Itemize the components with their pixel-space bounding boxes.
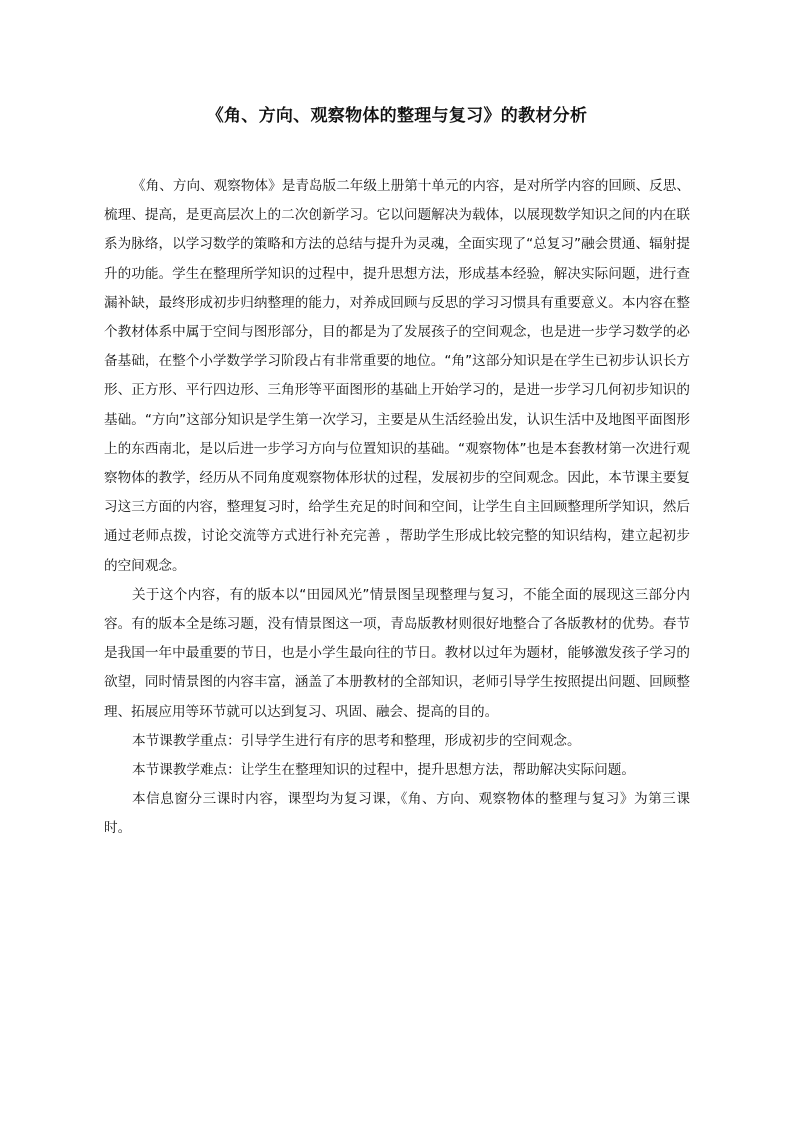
paragraph-4: 本节课教学难点：让学生在整理知识的过程中，提升思想方法，帮助解决实际问题。 [132,762,635,779]
document-title: 《角、方向、观察物体的整理与复习》的教材分析 [206,106,588,126]
paragraph-1: 《角、方向、观察物体》是青岛版二年级上册第十单元的内容，是对所学内容的回顾、反思、梳理、提高，是更高层次上的二次创新学习。它以问题解决为载体，以展现数学知识之间的内在联系为脉络，以学习数学的策略和方法的总结与提升为灵魂，全面实现了“总复习”融会贯通、辐射提升的功能。学生在整理所学知识的过程中，提升思想方法，形成基本经验，解决实际问题，进行查漏补缺，最终形成初步归纳整理的能力，对养成回顾与反思的学习习惯具有重要意义。本内容在整个教材体系中属于空间与图形部分，目的都是为了发展孩子的空间观念，也是进一步学习数学的必备基础，在整个小学数学学习阶段占有非常重要的地位。“角”这部分知识是在学生已初步认识长方形、正方形、平行四边形、三角形等平面图形的基础上开始学习的，是进一步学习几何初步知识的基础。“方向”这部分知识是学生第一次学习，主要是从生活经验出发，认识生活中及地图平面图形上的东西南北，是以后进一步学习方向与位置知识的基础。“观察物体”也是本套教材第一次进行观察物体的教学，经历从不同角度观察物体形状的过程，发展初步的空间观念。因此，本节课主要复习这三方面的内容，整理复习时，给学生充足的时间和空间，让学生自主回顾整理所学知识，然后通过老师点拨，讨论交流等方式进行补充完善 ，帮助学生形成比较完整的知识结构，建立起初步的空间观念。 [104,178,690,574]
paragraph-3: 本节课教学重点：引导学生进行有序的思考和整理，形成初步的空间观念。 [132,732,581,749]
paragraph-2: 关于这个内容，有的版本以“田园风光”情景图呈现整理与复习，不能全面的展现这三部分内容。有的版本全是练习题，没有情景图这一项，青岛版教材则很好地整合了各版教材的优势。春节是我国一年中最重要的节日，也是小学生最向往的节日。教材以过年为题材，能够激发孩子学习的欲望，同时情景图的内容丰富，涵盖了本册教材的全部知识，老师引导学生按照提出问题、回顾整理、拓展应用等环节就可以达到复习、巩固、融会、提高的目的。 [104,586,690,720]
paragraph-5: 本信息窗分三课时内容，课型均为复习课，《角、方向、观察物体的整理与复习》为第三课时。 [104,791,690,837]
document-body [104,172,690,844]
